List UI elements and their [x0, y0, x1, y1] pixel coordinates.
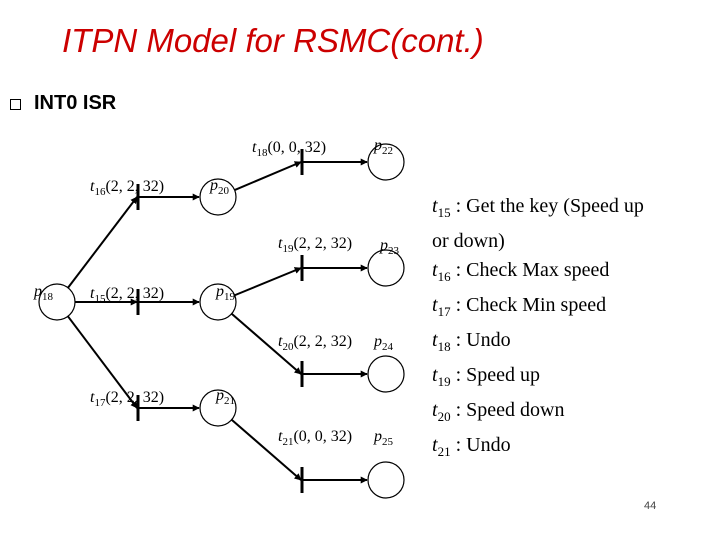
legend-subscript: 18: [437, 339, 451, 354]
legend-line: [432, 361, 712, 396]
transition-label-t21: $t_{21}(0$, 0, 32): [278, 428, 353, 448]
page-number: 44: [644, 500, 657, 512]
bullet-text: INT0 ISR: [34, 92, 117, 114]
legend-text: : Undo: [450, 329, 511, 351]
legend-symbol: t: [432, 259, 438, 281]
legend-text: : Undo: [450, 434, 511, 456]
place-label-p25: $p_{25}$: [374, 428, 393, 448]
legend-line: [432, 326, 712, 361]
transition-label-t18: $t_{18}(0$, 0, 32): [252, 139, 327, 159]
legend-text: or down): [432, 230, 505, 252]
legend-symbol: t: [432, 434, 438, 456]
legend-text: : Get the key (Speed up: [450, 195, 644, 217]
place-label-p20: $p_{20}$: [210, 177, 229, 197]
legend-line: [432, 291, 712, 326]
transition-label-t16: $t_{16}(2$, 2, 32): [90, 178, 165, 198]
arc-p21-to-t21: [232, 420, 301, 480]
legend-text: : Check Max speed: [450, 259, 610, 281]
legend-subscript: 17: [437, 304, 451, 319]
arc-p18-to-t16: [68, 197, 137, 288]
legend-text: : Check Min speed: [450, 294, 607, 316]
place-label-p24: $p_{24}$: [374, 333, 393, 353]
place-label-p21: $p_{21}$: [216, 387, 235, 407]
slide-title: ITPN Model for RSMC(cont.): [62, 22, 484, 59]
legend-line: [432, 431, 712, 466]
place-label-p19: $p_{19}$: [216, 283, 235, 303]
legend-line: [432, 256, 712, 291]
legend-symbol: t: [432, 364, 438, 386]
legend-symbol: t: [432, 195, 438, 217]
place-p24: [368, 356, 404, 392]
transition-label-t19: $t_{19}(2$, 2, 32): [278, 235, 353, 255]
legend-subscript: 19: [437, 374, 451, 389]
transition-label-t15: $t_{15}(2$, 2, 32): [90, 285, 165, 305]
transition-label-t20: $t_{20}(2$, 2, 32): [278, 333, 353, 353]
transition-label-t17: $t_{17}(2$, 2, 32): [90, 389, 165, 409]
legend-line: [432, 227, 712, 256]
legend-subscript: 21: [437, 444, 451, 459]
legend-symbol: t: [432, 329, 438, 351]
legend-line: [432, 192, 712, 227]
legend-line: [432, 396, 712, 431]
legend-symbol: t: [432, 399, 438, 421]
legend-subscript: 15: [437, 205, 451, 220]
place-p25: [368, 462, 404, 498]
legend-text: : Speed down: [450, 399, 565, 421]
legend-subscript: 20: [437, 409, 451, 424]
legend-symbol: t: [432, 294, 438, 316]
labels-layer: [33, 137, 400, 448]
arc-p20-to-t18: [235, 162, 301, 190]
transition-legend: [432, 192, 712, 466]
legend-subscript: 16: [437, 269, 451, 284]
legend-text: : Speed up: [450, 364, 540, 386]
place-label-p23: $p_{23}$: [380, 237, 399, 257]
arc-p19-to-t19: [235, 268, 301, 295]
place-label-p18: $p_{18}$: [34, 283, 53, 303]
place-label-p22: $p_{22}$: [374, 137, 393, 157]
